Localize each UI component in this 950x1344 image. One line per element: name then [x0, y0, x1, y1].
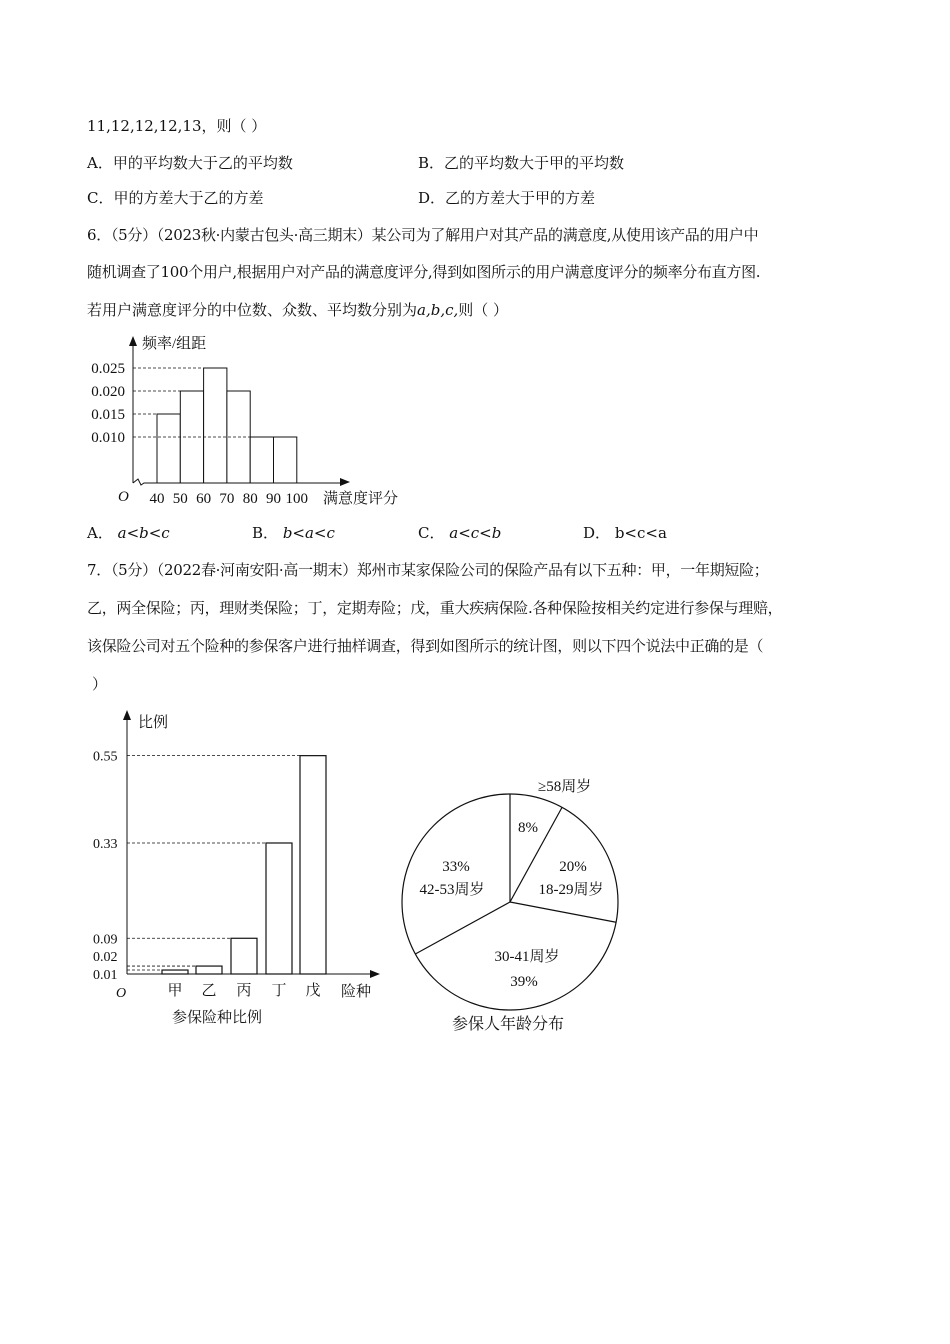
- option-text: b<c<a: [614, 524, 667, 542]
- option-text: 甲的方差大于乙的方差: [113, 189, 264, 207]
- bar: [300, 756, 326, 974]
- option-text: 乙的方差大于甲的方差: [445, 189, 596, 207]
- slice-category-label: 42-53周岁: [419, 882, 485, 898]
- histogram-bar: [204, 368, 227, 483]
- histogram-bar: [250, 437, 273, 483]
- x-tick-label: 丙: [236, 983, 252, 999]
- y-tick-label: 0.09: [93, 932, 118, 948]
- x-tick-label: 90: [266, 491, 281, 507]
- bar: [231, 938, 257, 974]
- q6-line-2: 随机调查了100个用户,根据用户对产品的满意度评分,得到如图所示的用户满意度评分的频率分布直方图.: [87, 263, 761, 281]
- x-tick-label: 80: [242, 491, 258, 507]
- y-tick-label: 0.015: [91, 407, 125, 423]
- option-text: 乙的平均数大于甲的平均数: [444, 154, 625, 172]
- y-axis-title: 频率/组距: [142, 336, 207, 352]
- y-tick-label: 0.01: [93, 968, 118, 983]
- option-label: C．: [87, 189, 114, 207]
- q7-line-2: 乙，两全保险；丙，理财类保险；丁，定期寿险；戊，重大疾病保险.各种保险按相关约定进行参保与理赔，: [87, 599, 783, 617]
- histogram-bar: [274, 437, 297, 483]
- x-axis-title: 满意度评分: [323, 491, 399, 507]
- y-tick-label: 0.020: [91, 384, 125, 400]
- slice-pct-label: 20%: [559, 859, 587, 875]
- x-tick-label: 50: [172, 491, 188, 507]
- bar: [162, 970, 188, 974]
- x-tick-label: 100: [285, 491, 309, 507]
- slice-pct-label: 33%: [442, 859, 470, 875]
- q5-tail: 11,12,12,12,13，则（ ）: [87, 117, 267, 135]
- y-axis-title: 比例: [138, 715, 169, 731]
- x-axis-title: 险种: [341, 984, 372, 1000]
- slice-category-label: ≥58周岁: [538, 779, 592, 795]
- x-tick-label: 乙: [201, 983, 217, 999]
- q6-variables: a,b,c,: [417, 301, 459, 319]
- q6-line-1: 6．（5分）（2023秋·内蒙古包头·高三期末）某公司为了解用户对其产品的满意度,从使用该产品的用户中: [87, 226, 759, 244]
- x-tick-label: 戊: [305, 983, 321, 999]
- option-text: a<c<b: [449, 524, 502, 542]
- y-tick-label: 0.02: [93, 950, 118, 965]
- bar: [266, 843, 292, 974]
- option-label: C．: [418, 524, 445, 542]
- q7-line-4: ）: [92, 675, 108, 693]
- option-text: a<b<c: [117, 524, 170, 542]
- x-tick-label: 70: [219, 491, 235, 507]
- origin-label: O: [116, 986, 127, 1001]
- slice-pct-label: 39%: [510, 974, 538, 990]
- x-tick-label: 丁: [271, 983, 287, 999]
- y-tick-label: 0.025: [91, 361, 125, 377]
- q6-line-3-text: 若用户满意度评分的中位数、众数、平均数分别为: [87, 301, 418, 319]
- slice-category-label: 30-41周岁: [494, 949, 560, 965]
- y-tick-label: 0.55: [93, 749, 118, 765]
- y-tick-label: 0.010: [91, 430, 125, 446]
- option-label: A．: [87, 524, 113, 542]
- chart-title: 参保险种比例: [172, 1010, 263, 1026]
- option-label: B．: [418, 154, 445, 172]
- y-axis-arrow-icon: [123, 710, 131, 720]
- option-text: b<a<c: [282, 524, 335, 542]
- q7-line-1: 7．（5分）（2022春·河南安阳·高一期末）郑州市某家保险公司的保险产品有以下五种：甲，一年期短险；: [87, 561, 769, 579]
- y-tick-label: 0.33: [93, 836, 118, 852]
- x-axis-arrow-icon: [370, 970, 380, 978]
- y-axis-arrow-icon: [129, 336, 137, 346]
- option-label: D．: [418, 189, 446, 207]
- option-label: B．: [252, 524, 279, 542]
- slice-category-label: 18-29周岁: [538, 882, 604, 898]
- histogram-bar: [157, 414, 180, 483]
- q7-line-3: 该保险公司对五个险种的参保客户进行抽样调查，得到如图所示的统计图，则以下四个说法中正确的是（: [87, 637, 764, 655]
- x-tick-label: 甲: [167, 983, 183, 999]
- x-tick-label: 60: [196, 491, 212, 507]
- bar: [196, 966, 222, 974]
- x-tick-label: 40: [149, 491, 165, 507]
- slice-pct-label: 8%: [518, 820, 538, 836]
- q6-line-3-tail: 则（ ）: [458, 301, 509, 319]
- option-label: A．: [87, 154, 113, 172]
- x-axis-arrow-icon: [340, 478, 350, 486]
- chart-title: 参保人年龄分布: [451, 1016, 565, 1033]
- option-text: 甲的平均数大于乙的平均数: [112, 154, 293, 172]
- origin-label: O: [118, 489, 129, 505]
- option-label: D．: [583, 524, 611, 542]
